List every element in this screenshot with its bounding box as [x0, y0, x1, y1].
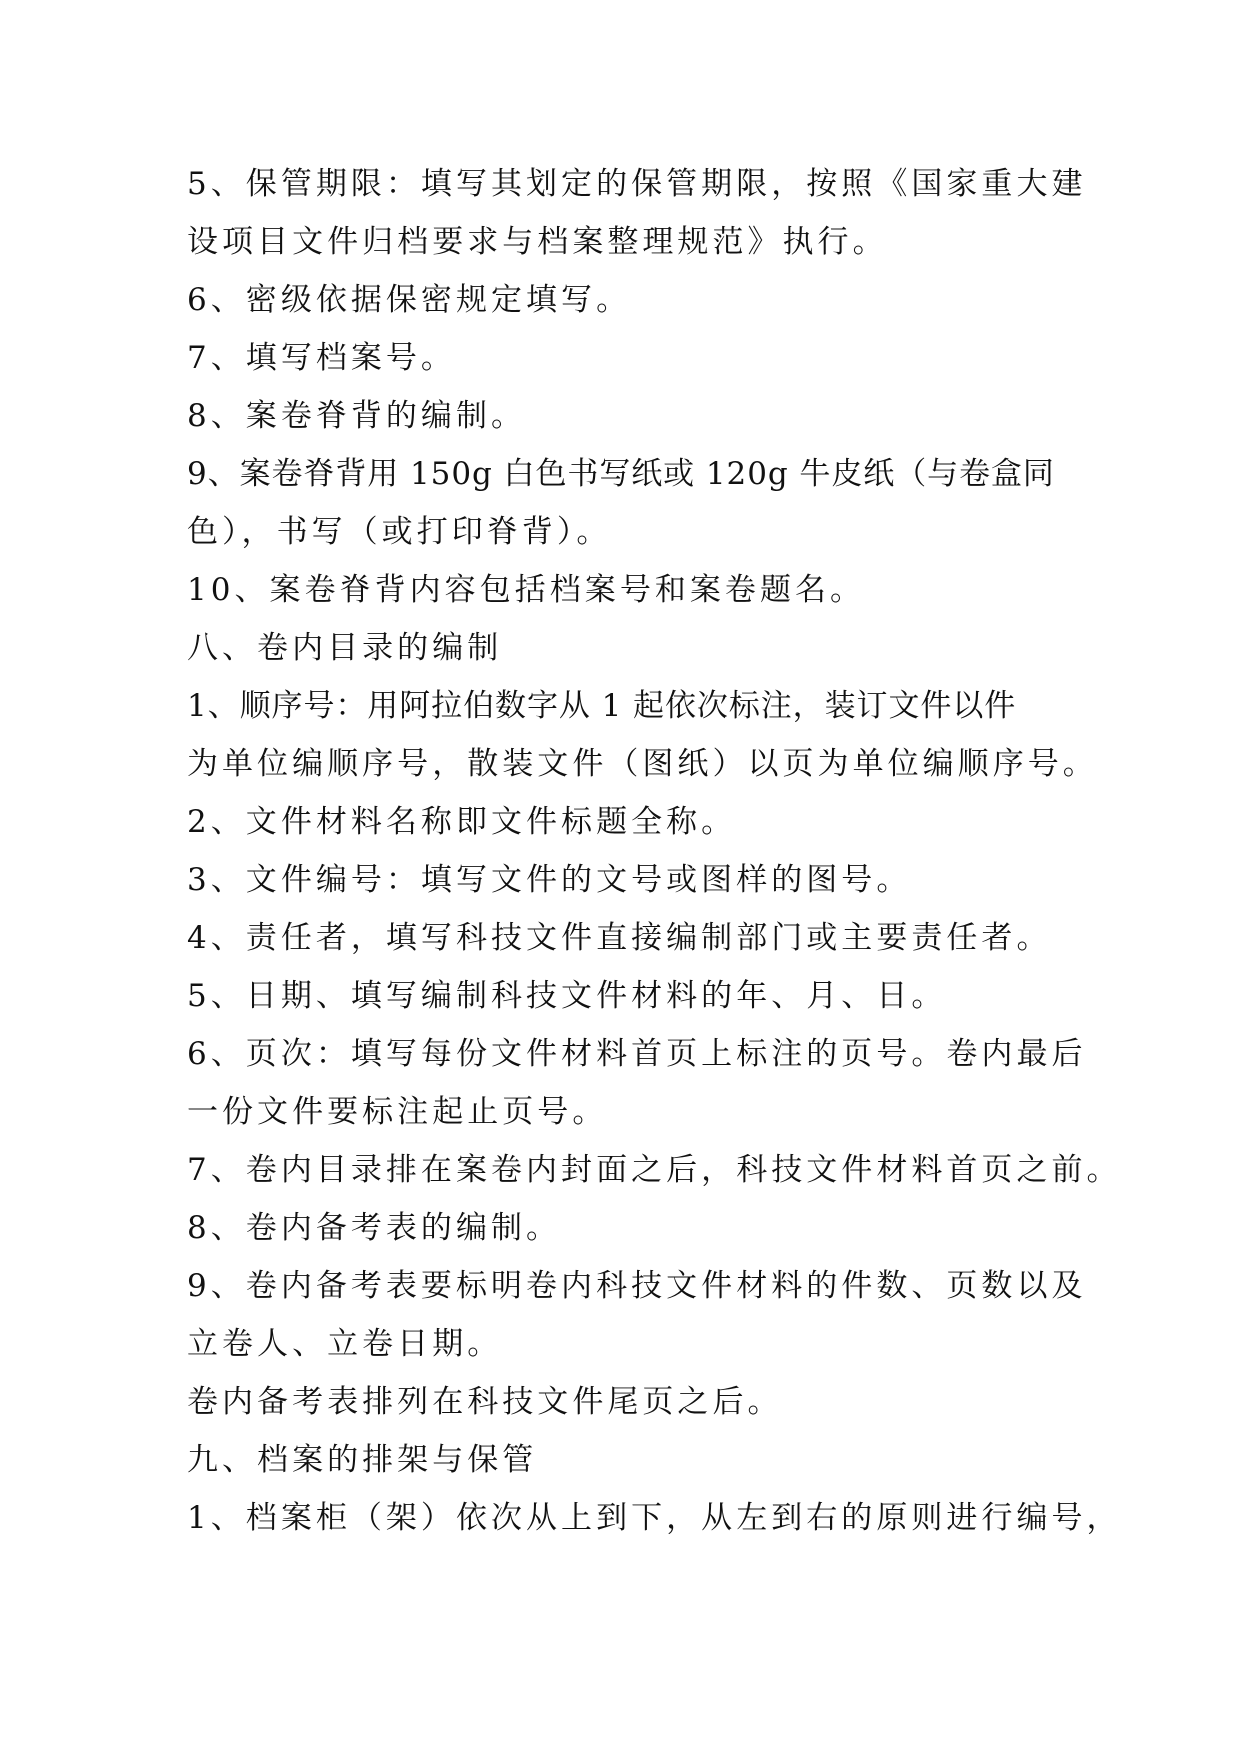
text-line: 5、日期、填写编制科技文件材料的年、月、日。	[187, 978, 947, 1014]
text-line: 立卷人、立卷日期。	[187, 1326, 503, 1362]
text-line: 7、填写档案号。	[187, 340, 456, 376]
text-line: 1、顺序号：用阿拉伯数字从 1 起依次标注，装订文件以件	[187, 688, 1017, 724]
text-line: 9、卷内备考表要标明卷内科技文件材料的件数、页数以及	[187, 1268, 1087, 1304]
text-line: 色），书写（或打印脊背）。	[187, 514, 612, 550]
text-line: 设项目文件归档要求与档案整理规范》执行。	[187, 224, 888, 260]
document-body	[187, 155, 1122, 1547]
text-line: 一份文件要标注起止页号。	[187, 1094, 608, 1130]
text-line: 3、文件编号：填写文件的文号或图样的图号。	[187, 862, 912, 898]
text-line: 5、保管期限：填写其划定的保管期限，按照《国家重大建	[187, 166, 1087, 202]
section-heading: 九、档案的排架与保管	[187, 1442, 538, 1478]
text-line: 8、卷内备考表的编制。	[187, 1210, 562, 1246]
text-line: 10、案卷脊背内容包括档案号和案卷题名。	[187, 572, 866, 608]
text-line: 7、卷内目录排在案卷内封面之后，科技文件材料首页之前。	[187, 1152, 1122, 1188]
text-line: 2、文件材料名称即文件标题全称。	[187, 804, 737, 840]
text-line: 卷内备考表排列在科技文件尾页之后。	[187, 1384, 783, 1420]
text-line: 为单位编顺序号，散装文件（图纸）以页为单位编顺序号。	[187, 746, 1098, 782]
section-heading: 八、卷内目录的编制	[187, 630, 503, 666]
text-line: 6、页次：填写每份文件材料首页上标注的页号。卷内最后	[187, 1036, 1087, 1072]
text-line: 9、案卷脊背用 150g 白色书写纸或 120g 牛皮纸（与卷盒同	[187, 456, 1055, 492]
text-line: 6、密级依据保密规定填写。	[187, 282, 632, 318]
text-line: 4、责任者，填写科技文件直接编制部门或主要责任者。	[187, 920, 1052, 956]
text-line: 1、档案柜（架）依次从上到下，从左到右的原则进行编号，	[187, 1500, 1122, 1536]
text-line: 8、案卷脊背的编制。	[187, 398, 527, 434]
